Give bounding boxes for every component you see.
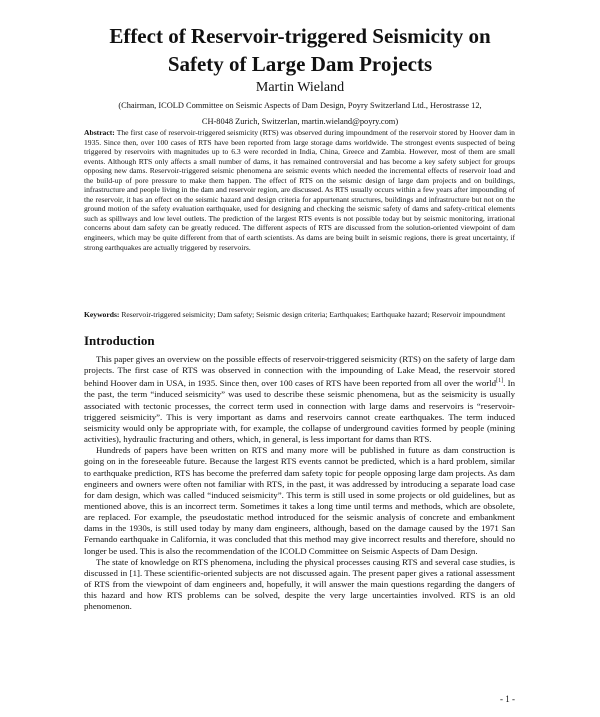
paragraph-2: Hundreds of papers have been written on RTS and many more will be published in future as dam construction is going on in the foreseeable future. Because the largest RTS events cannot be predicted, which is a hard problem, similar to earthquake prediction, RTS has become the preferred dam safety topic for people opposing large dam projects. As dam engineers and owners were often not familiar with RTS, in the past, it was addressed by introducing a separate load case for dam design, which was called “induced seismicity”. This term is still used in some projects or old guidelines, but as mentioned above, this is an incorrect term. Sometimes it takes a long time until terms and methods, which are obsolete, are replaced. For example, the pseudostatic method introduced for the seismic analysis of concrete and embankment dams in the 1930s, is still used today by many dam engineers, although, based on the damage caused by the 1971 San Fernando earthquake in California, it was concluded that this method may give incorrect results and therefore, should no longer be used. This is also the recommendation of the ICOLD Committee on Seismic Aspects of Dam Design. [84,445,515,556]
title-line-1: Effect of Reservoir-triggered Seismicity on [109,24,491,48]
paragraph-3: The state of knowledge on RTS phenomena, including the physical processes causing RTS and several case studies, is discussed in [1]. These scientific-oriented subjects are not discussed again. The present paper gives a rational assessment of RTS from the viewpoint of dam engineers and, hopefully, it will answer the main questions regarding the dangers of this hazard and how RTS problems can be solved, despite the very large uncertainties involved. RTS is an old phenomenon. [84,556,515,612]
title-line-2: Safety of Large Dam Projects [167,52,433,76]
author-affiliation [30,98,570,130]
paper-title [40,22,560,78]
keywords-text: Reservoir-triggered seismicity; Dam safety; Seismic design criteria; Earthquakes; Earthquake hazard; Reservoir impoundment [121,310,506,319]
paragraph-1-text-a: This paper gives an overview on the possible effects of reservoir-triggered seismicity (RTS) on the safety of large dam projects. The first case of RTS was observed in connection with the impounding of Lake Mead, the reservoir stored behind Hoover dam in USA, in 1935. Since then, over 100 cases of RTS have been reported from all over the world [84,354,515,389]
abstract-text: The first case of reservoir-triggered seismicity (RTS) was observed during impoundment of the reservoir stored by Hoover dam in 1935. Since then, over 100 cases of RTS have been reported from large storage dams worldwide. The strongest events suspected of being triggered by reservoirs with magnitudes up to 6.3 were recorded in India, China, Greece and Zambia. However, most of them are small events. Although RTS only affects a small number of dams, it has remained controversial and has become a key safety subject for groups opposing new dams. Reservoir-triggered seismic phenomena are seismic events which needed the incremental effects of reservoir load and the build-up of pore pressure to make them happen. The effect of RTS on the seismic design of large dam projects and on buildings, infrastructure and people living in the dam and reservoir region, are discussed. As RTS usually occurs within a few years after impounding of the reservoir, it has an effect on the seismic hazard and design criteria for appurtenant structures, buildings and infrastructure but not on the ground motion of the safety evaluation earthquake, used for designing and checking the seismic safety of dams and safety-critical elements such as spillways and low level outlets. The prediction of the largest RTS events is not possible today but by seismic monitoring, irrational concerns about dam safety can be greatly reduced. The different aspects of RTS are discussed from the solution-oriented viewpoint of dam engineers, which may be quite different from that of earth scientists. As dams are being built in seismic regions, there is great uncertainty, if strong earthquakes are actually triggered by reservoirs. [84,128,515,252]
introduction-heading: Introduction [84,333,155,348]
abstract-label: Abstract: [84,128,115,137]
author-name: Martin Wieland [255,80,345,95]
affiliation-line-2: CH-8048 Zurich, Switzerlan, martin.wieland@poyry.com) [201,117,399,126]
paragraph-1 [84,354,515,445]
page-number: - 1 - [500,694,515,704]
abstract [84,128,515,252]
keywords [84,310,515,320]
introduction-body [84,354,515,613]
citation-ref: [1] [496,378,504,385]
affiliation-line-1: (Chairman, ICOLD Committee on Seismic Aspects of Dam Design, Poyry Switzerland Ltd., Herostrasse 12, [118,101,482,110]
keywords-label: Keywords: [84,310,120,319]
paragraph-1-text-b: . In the past, the term “induced seismicity” was used to describe these seismic phenomena, but as the seismicity is usually associated with tectonic processes, the correct term used in connection with large dams and reservoirs is “reservoir-triggered seismicity”. This is very important as dams and reservoirs cannot create earthquakes. The term induced seismicity would only be appropriate with, for example, the collapse of underground cavities formed by people (mining activities), hydraulic fracturing and others, which, in general, is less important for dams than RTS. [84,378,515,445]
